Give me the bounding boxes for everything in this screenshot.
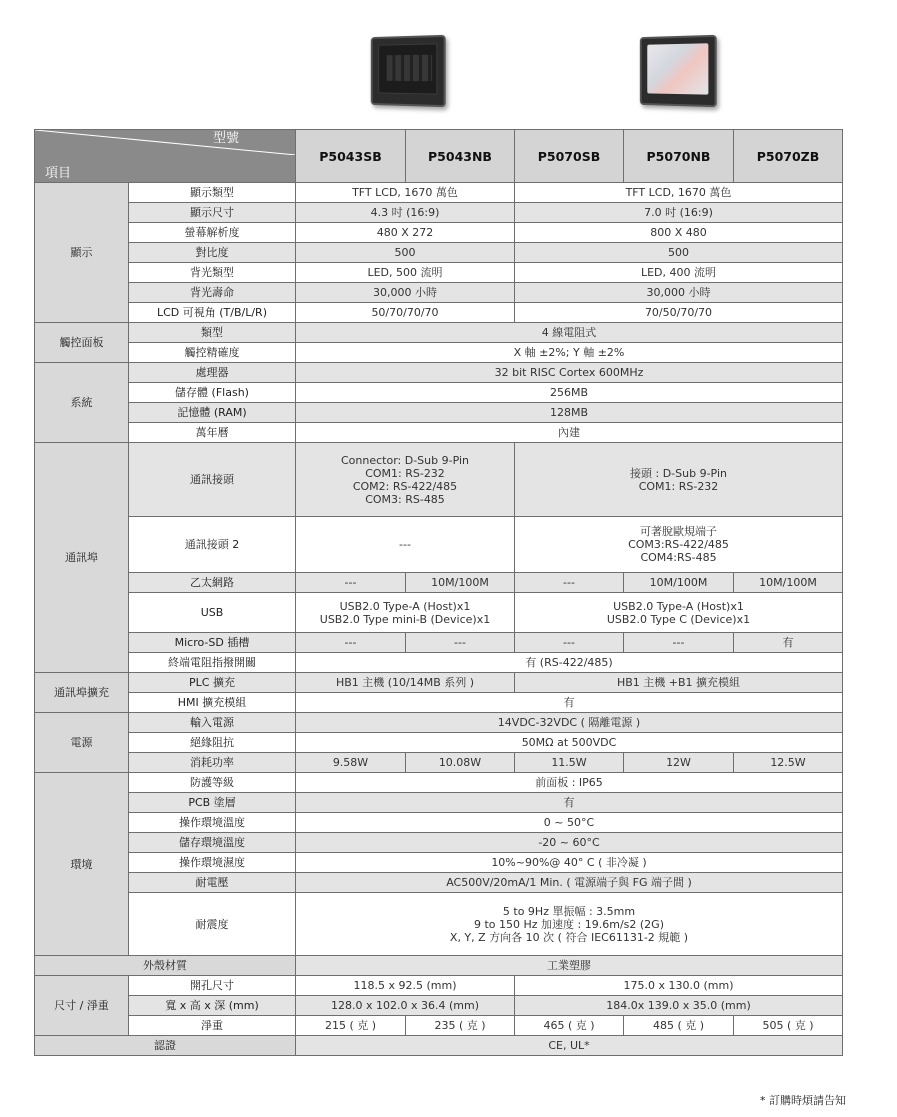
table-row: [35, 1036, 843, 1056]
table-row: [35, 303, 843, 323]
table-row: [35, 693, 843, 713]
value-cell: 10M/100M: [734, 573, 843, 593]
model-header-p5043sb: P5043SB: [296, 130, 406, 183]
value-cell: 14VDC-32VDC ( 隔離電源 ): [296, 713, 843, 733]
value-cell: 10%~90%@ 40° C ( 非冷凝 ): [296, 853, 843, 873]
value-cell: 10M/100M: [406, 573, 515, 593]
value-cell: ---: [296, 573, 406, 593]
value-cell: 128.0 x 102.0 x 36.4 (mm): [296, 996, 515, 1016]
table-row: [35, 443, 843, 517]
table-row: [35, 873, 843, 893]
table-row: [35, 423, 843, 443]
table-row: [35, 223, 843, 243]
row-label: 操作環境濕度: [129, 853, 296, 873]
row-label: Micro-SD 插槽: [129, 633, 296, 653]
value-cell: 有: [296, 793, 843, 813]
row-label: 耐電壓: [129, 873, 296, 893]
value-cell: AC500V/20mA/1 Min. ( 電源端子與 FG 端子間 ): [296, 873, 843, 893]
value-cell: 工業塑膠: [296, 956, 843, 976]
value-cell: 32 bit RISC Cortex 600MHz: [296, 363, 843, 383]
value-cell: Connector: D-Sub 9-Pin COM1: RS-232 COM2: RS-422/485 COM3: RS-485: [296, 443, 515, 517]
table-row: [35, 403, 843, 423]
row-label: 顯示類型: [129, 183, 296, 203]
row-label: 觸控精確度: [129, 343, 296, 363]
table-row: [35, 183, 843, 203]
table-row: [35, 733, 843, 753]
row-label: 開孔尺寸: [129, 976, 296, 996]
row-label: 防護等級: [129, 773, 296, 793]
value-cell: 有: [734, 633, 843, 653]
value-cell: 30,000 小時: [296, 283, 515, 303]
spec-table: [34, 129, 843, 1056]
table-row: [35, 773, 843, 793]
row-label: 終端電阻指撥開關: [129, 653, 296, 673]
value-cell: 175.0 x 130.0 (mm): [515, 976, 843, 996]
value-cell: 215 ( 克 ): [296, 1016, 406, 1036]
row-label: 儲存環境溫度: [129, 833, 296, 853]
group-touch: 觸控面板: [35, 323, 129, 363]
table-row: [35, 383, 843, 403]
value-cell: 9.58W: [296, 753, 406, 773]
table-row: [35, 283, 843, 303]
value-cell: ---: [406, 633, 515, 653]
value-cell: 10.08W: [406, 753, 515, 773]
value-cell: 接頭 : D-Sub 9-Pin COM1: RS-232: [515, 443, 843, 517]
row-label: PLC 擴充: [129, 673, 296, 693]
table-row: [35, 203, 843, 223]
header-corner-cell: [35, 130, 296, 183]
row-label: 記憶體 (RAM): [129, 403, 296, 423]
model-header-p5070nb: P5070NB: [624, 130, 734, 183]
row-label: 螢幕解析度: [129, 223, 296, 243]
row-label: 耐震度: [129, 893, 296, 956]
table-row: [35, 753, 843, 773]
value-cell: 4 線電阻式: [296, 323, 843, 343]
table-row: [35, 673, 843, 693]
value-cell: ---: [296, 517, 515, 573]
table-row: [35, 833, 843, 853]
value-cell: 30,000 小時: [515, 283, 843, 303]
value-cell: HB1 主機 (10/14MB 系列 ): [296, 673, 515, 693]
table-row: [35, 956, 843, 976]
value-cell: 4.3 吋 (16:9): [296, 203, 515, 223]
row-label: LCD 可視角 (T/B/L/R): [129, 303, 296, 323]
value-cell: ---: [515, 573, 624, 593]
table-row: [35, 853, 843, 873]
row-label: 萬年曆: [129, 423, 296, 443]
value-cell: 800 X 480: [515, 223, 843, 243]
group-display: 顯示: [35, 183, 129, 323]
table-row: [35, 813, 843, 833]
row-label: PCB 塗層: [129, 793, 296, 813]
row-label: 類型: [129, 323, 296, 343]
table-row: [35, 573, 843, 593]
header-model-label: 型號: [212, 131, 239, 146]
value-cell: CE, UL*: [296, 1036, 843, 1056]
value-cell: TFT LCD, 1670 萬色: [296, 183, 515, 203]
value-cell: 485 ( 克 ): [624, 1016, 734, 1036]
value-cell: 480 X 272: [296, 223, 515, 243]
row-label: 淨重: [129, 1016, 296, 1036]
value-cell: 128MB: [296, 403, 843, 423]
value-cell: 10M/100M: [624, 573, 734, 593]
model-header-p5043nb: P5043NB: [406, 130, 515, 183]
value-cell: 有: [296, 693, 843, 713]
value-cell: X 軸 ±2%; Y 軸 ±2%: [296, 343, 843, 363]
footnote: * 訂購時煩請告知: [760, 1094, 846, 1107]
value-cell: 50MΩ at 500VDC: [296, 733, 843, 753]
row-label: 寬 x 高 x 深 (mm): [129, 996, 296, 1016]
value-cell: 12.5W: [734, 753, 843, 773]
row-label: 輸入電源: [129, 713, 296, 733]
group-comm-ext: 通訊埠擴充: [35, 673, 129, 713]
group-env: 環境: [35, 773, 129, 956]
value-cell: 有 (RS-422/485): [296, 653, 843, 673]
value-cell: 0 ~ 50°C: [296, 813, 843, 833]
row-label: USB: [129, 593, 296, 633]
value-cell: LED, 500 流明: [296, 263, 515, 283]
value-cell: 前面板 : IP65: [296, 773, 843, 793]
row-label: 背光類型: [129, 263, 296, 283]
value-cell: HB1 主機 +B1 擴充模組: [515, 673, 843, 693]
value-cell: USB2.0 Type-A (Host)x1 USB2.0 Type C (Device)x1: [515, 593, 843, 633]
group-cert: 認證: [35, 1036, 296, 1056]
group-size: 尺寸 / 淨重: [35, 976, 129, 1036]
row-label: 絕緣阻抗: [129, 733, 296, 753]
value-cell: 184.0x 139.0 x 35.0 (mm): [515, 996, 843, 1016]
value-cell: LED, 400 流明: [515, 263, 843, 283]
row-label: 通訊接頭: [129, 443, 296, 517]
group-system: 系統: [35, 363, 129, 443]
table-row: [35, 517, 843, 573]
value-cell: 235 ( 克 ): [406, 1016, 515, 1036]
table-row: [35, 343, 843, 363]
group-power: 電源: [35, 713, 129, 773]
table-row: [35, 793, 843, 813]
value-cell: 11.5W: [515, 753, 624, 773]
value-cell: TFT LCD, 1670 萬色: [515, 183, 843, 203]
table-row: [35, 1016, 843, 1036]
model-header-p5070zb: P5070ZB: [734, 130, 843, 183]
value-cell: 7.0 吋 (16:9): [515, 203, 843, 223]
row-label: 消耗功率: [129, 753, 296, 773]
row-label: 乙太網路: [129, 573, 296, 593]
value-cell: USB2.0 Type-A (Host)x1 USB2.0 Type mini-B (Device)x1: [296, 593, 515, 633]
row-label: 背光壽命: [129, 283, 296, 303]
group-comm: 通訊埠: [35, 443, 129, 673]
value-cell: 256MB: [296, 383, 843, 403]
table-row: [35, 323, 843, 343]
value-cell: 5 to 9Hz 單振幅 : 3.5mm 9 to 150 Hz 加速度 : 19.6m/s2 (2G) X, Y, Z 方向各 10 次 ( 符合 IEC61131-2 規範 ): [296, 893, 843, 956]
value-cell: 500: [296, 243, 515, 263]
row-label: 對比度: [129, 243, 296, 263]
table-row: [35, 976, 843, 996]
value-cell: ---: [515, 633, 624, 653]
table-row: [35, 363, 843, 383]
value-cell: 可著脫歐規端子 COM3:RS-422/485 COM4:RS-485: [515, 517, 843, 573]
value-cell: 118.5 x 92.5 (mm): [296, 976, 515, 996]
value-cell: 465 ( 克 ): [515, 1016, 624, 1036]
value-cell: 70/50/70/70: [515, 303, 843, 323]
value-cell: 505 ( 克 ): [734, 1016, 843, 1036]
table-row: [35, 243, 843, 263]
value-cell: 12W: [624, 753, 734, 773]
product-image-43-inch: [371, 35, 446, 107]
value-cell: 內建: [296, 423, 843, 443]
value-cell: -20 ~ 60°C: [296, 833, 843, 853]
table-row: [35, 633, 843, 653]
table-row: [35, 893, 843, 956]
row-label: 處理器: [129, 363, 296, 383]
row-label: 儲存體 (Flash): [129, 383, 296, 403]
value-cell: ---: [624, 633, 734, 653]
row-label: HMI 擴充模組: [129, 693, 296, 713]
table-row: [35, 593, 843, 633]
table-row: [35, 996, 843, 1016]
row-label: 通訊接頭 2: [129, 517, 296, 573]
table-header-row: [35, 130, 843, 183]
value-cell: 50/70/70/70: [296, 303, 515, 323]
model-header-p5070sb: P5070SB: [515, 130, 624, 183]
row-label: 顯示尺寸: [129, 203, 296, 223]
value-cell: 500: [515, 243, 843, 263]
table-row: [35, 713, 843, 733]
group-housing: 外殼材質: [35, 956, 296, 976]
table-row: [35, 653, 843, 673]
diagonal-divider: [35, 130, 296, 155]
header-item-label: 項目: [45, 166, 72, 181]
product-image-70-inch: [640, 35, 717, 107]
value-cell: ---: [296, 633, 406, 653]
row-label: 操作環境溫度: [129, 813, 296, 833]
table-row: [35, 263, 843, 283]
